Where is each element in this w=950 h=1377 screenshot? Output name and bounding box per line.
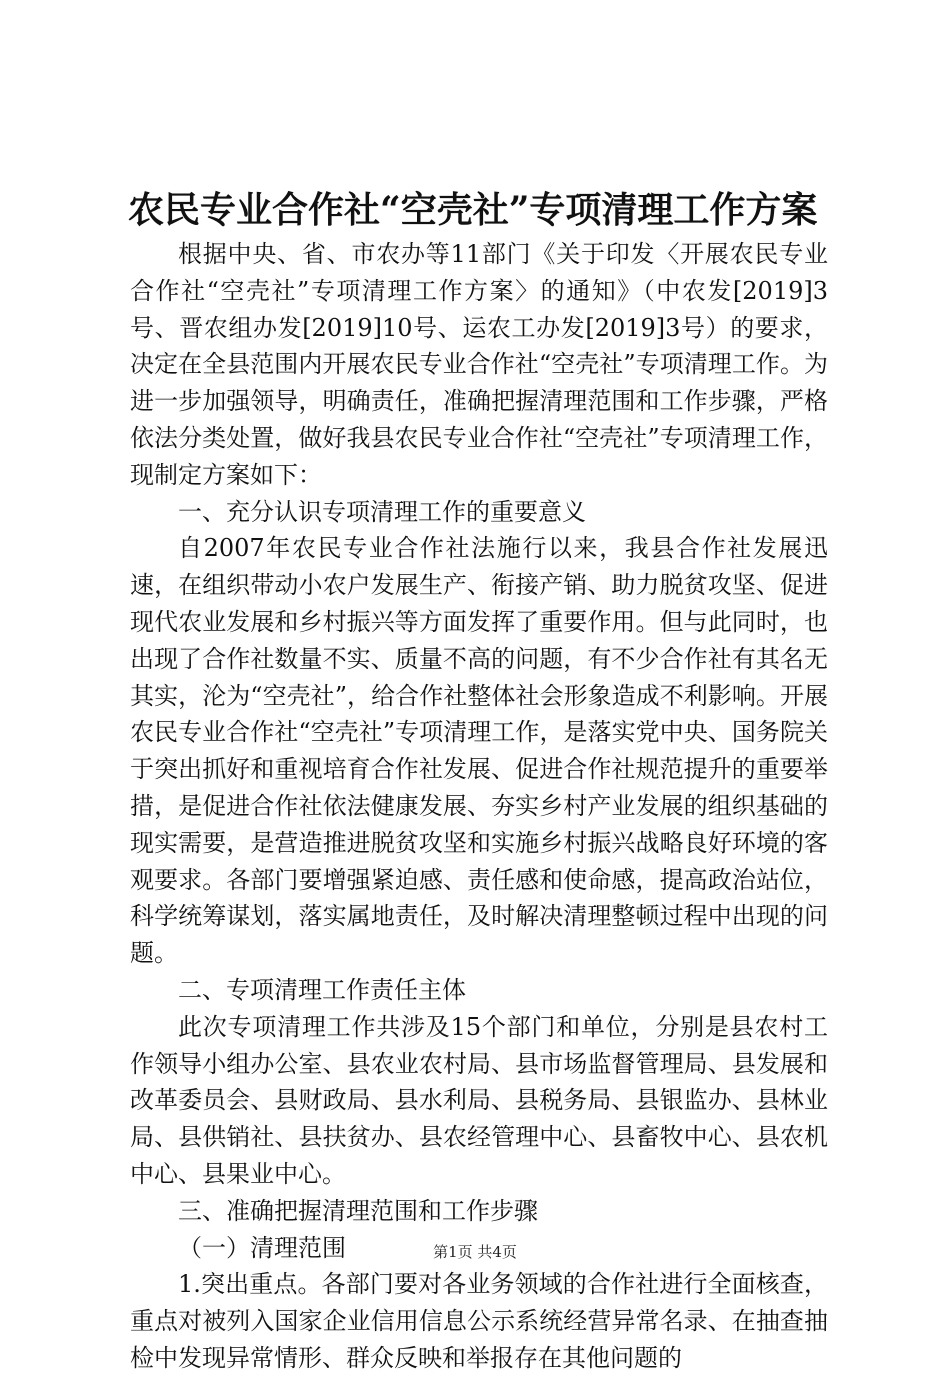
subsection-heading-1: （一）清理范围 [178,1233,346,1262]
section-heading-3: 三、准确把握清理范围和工作步骤 [178,1196,538,1225]
intro-paragraph: 根据中央、省、市农办等11部门《关于印发〈开展农民专业合作社“空壳社”专项清理工作方案〉的通知》（中农发[2019]3号、晋农组办发[2019]10号、运农工办发[2019]3号）的要求，决定在全县范围内开展农民专业合作社“空壳社”专项清理工作。为进一步加强领导，明确责任，准确把握清理范围和工作步骤，严格依法分类处置，做好我县农民专业合作社“空壳社”专项清理工作，现制定方案如下： [130,240,828,489]
document-body [130,236,828,1377]
document-title: 农民专业合作社“空壳社”专项清理工作方案 [128,189,818,231]
page-number-footer: 第1页 共4页 [433,1243,517,1261]
section-1-paragraph: 自2007年农民专业合作社法施行以来，我县合作社发展迅速，在组织带动小农户发展生产、衔接产销、助力脱贫攻坚、促进现代农业发展和乡村振兴等方面发挥了重要作用。但与此同时，也出现了合作社数量不实、质量不高的问题，有不少合作社有其名无其实，沦为“空壳社”，给合作社整体社会形象造成不利影响。开展农民专业合作社“空壳社”专项清理工作，是落实党中央、国务院关于突出抓好和重视培育合作社发展、促进合作社规范提升的重要举措，是促进合作社依法健康发展、夯实乡村产业发展的组织基础的现实需要，是营造推进脱贫攻坚和实施乡村振兴战略良好环境的客观要求。各部门要增强紧迫感、责任感和使命感，提高政治站位，科学统筹谋划，落实属地责任，及时解决清理整顿过程中出现的问题。 [130,534,828,968]
section-2-paragraph: 此次专项清理工作共涉及15个部门和单位，分别是县农村工作领导小组办公室、县农业农村局、县市场监督管理局、县发展和改革委员会、县财政局、县水利局、县税务局、县银监办、县林业局、县供销社、县扶贫办、县农经管理中心、县畜牧中心、县农机中心、县果业中心。 [130,1012,828,1188]
section-heading-1: 一、充分认识专项清理工作的重要意义 [178,497,586,526]
item-1-paragraph: 1.突出重点。各部门要对各业务领域的合作社进行全面核查，重点对被列入国家企业信用信息公示系统经营异常名录、在抽查抽检中发现异常情形、群众反映和举报存在其他问题的 [130,1270,828,1372]
section-heading-2: 二、专项清理工作责任主体 [178,975,466,1004]
